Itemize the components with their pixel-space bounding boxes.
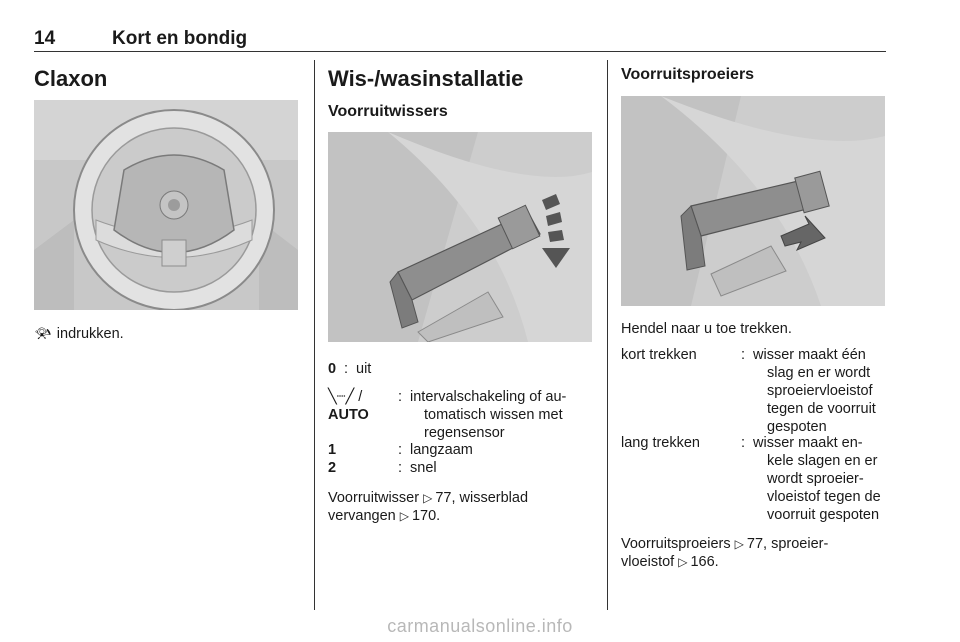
ref-text: , wisserblad bbox=[451, 490, 529, 506]
wiper-colon: : bbox=[398, 460, 403, 476]
ref-page-link[interactable]: 166. bbox=[690, 554, 719, 570]
wiper-term-slash: / bbox=[358, 389, 363, 405]
wiper-lever-figure bbox=[328, 132, 592, 342]
ref-text: vloeistof bbox=[621, 554, 675, 570]
claxon-heading: Claxon bbox=[34, 66, 108, 91]
washer-desc bbox=[753, 434, 881, 524]
wiper-row-2 bbox=[328, 459, 598, 477]
interval-wiper-icon: ╲┈╱ bbox=[328, 389, 355, 405]
horn-icon: 📯︎ bbox=[34, 325, 52, 341]
header-rule bbox=[34, 51, 886, 52]
chapter-title: Kort en bondig bbox=[112, 28, 248, 49]
wiper-term: 2 bbox=[328, 460, 337, 476]
washer-desc-line: voorruit gespoten bbox=[767, 507, 880, 523]
wiper-row-interval bbox=[328, 388, 598, 442]
wiper-desc-interval bbox=[410, 388, 566, 442]
washer-desc-line: tegen de voorruit bbox=[767, 401, 876, 417]
wiper-colon: : bbox=[398, 442, 403, 458]
wiper-colon: : bbox=[344, 361, 349, 377]
watermark: carmanualsonline.info bbox=[387, 616, 573, 636]
wiper-references bbox=[328, 489, 598, 525]
page-header bbox=[34, 28, 886, 52]
wiper-desc-line: tomatisch wissen met bbox=[424, 407, 563, 423]
ref-page-link[interactable]: 170. bbox=[411, 508, 441, 524]
washer-row-long bbox=[621, 434, 886, 524]
page-reference-icon: ▷ bbox=[399, 509, 409, 523]
wiper-desc: uit bbox=[356, 361, 372, 377]
washer-colon: : bbox=[741, 347, 746, 363]
ref-text: , sproeier- bbox=[763, 536, 829, 552]
ref-page-link[interactable]: 77 bbox=[435, 490, 452, 506]
wiper-row-0 bbox=[328, 360, 598, 378]
washer-term: lang trekken bbox=[621, 435, 700, 451]
ref-page-link[interactable]: 77 bbox=[746, 536, 764, 552]
washer-desc-line: gespoten bbox=[767, 419, 827, 435]
ref-text: Voorruitwisser bbox=[328, 490, 420, 506]
wis-heading: Wis-/wasinstallatie bbox=[328, 66, 524, 91]
steering-wheel-figure bbox=[34, 100, 298, 310]
washer-desc bbox=[753, 346, 876, 436]
sproeiers-intro: Hendel naar u toe trekken. bbox=[621, 321, 792, 337]
washer-desc-line: sproeiervloeistof bbox=[767, 383, 873, 399]
washer-colon: : bbox=[741, 435, 746, 451]
wiper-term-interval bbox=[328, 388, 362, 406]
washer-desc-line: wisser maakt en- bbox=[753, 435, 863, 451]
page-reference-icon: ▷ bbox=[678, 555, 688, 569]
wiper-colon: : bbox=[398, 389, 403, 405]
wiper-desc-line: intervalschakeling of au- bbox=[410, 389, 567, 405]
washer-row-short bbox=[621, 346, 886, 436]
wiper-term: 1 bbox=[328, 442, 337, 458]
ref-text: Voorruitsproeiers bbox=[621, 536, 731, 552]
ref-text: vervangen bbox=[328, 508, 396, 524]
claxon-caption bbox=[34, 324, 124, 343]
wiper-desc: snel bbox=[410, 460, 437, 476]
wiper-term: 0 bbox=[328, 361, 337, 377]
column-divider-1 bbox=[314, 60, 315, 610]
page-reference-icon: ▷ bbox=[734, 537, 744, 551]
claxon-caption-text: indrukken. bbox=[56, 326, 124, 342]
wiper-term-auto: AUTO bbox=[328, 407, 369, 423]
wiper-row-1 bbox=[328, 441, 598, 459]
washer-desc-line: wordt sproeier- bbox=[767, 471, 864, 487]
page-reference-icon: ▷ bbox=[423, 491, 433, 505]
washer-references bbox=[621, 535, 886, 571]
washer-desc-line: vloeistof tegen de bbox=[767, 489, 881, 505]
washer-term: kort trekken bbox=[621, 347, 697, 363]
wis-subheading: Voorruitwissers bbox=[328, 103, 448, 120]
column-divider-2 bbox=[607, 60, 608, 610]
washer-desc-line: slag en er wordt bbox=[767, 365, 871, 381]
washer-desc-line: kele slagen en er bbox=[767, 453, 878, 469]
washer-lever-figure bbox=[621, 96, 885, 306]
wiper-desc: langzaam bbox=[410, 442, 473, 458]
washer-desc-line: wisser maakt één bbox=[753, 347, 866, 363]
wiper-desc-line: regensensor bbox=[424, 425, 505, 441]
sproeiers-heading: Voorruitsproeiers bbox=[621, 66, 755, 83]
page-number: 14 bbox=[34, 28, 56, 49]
